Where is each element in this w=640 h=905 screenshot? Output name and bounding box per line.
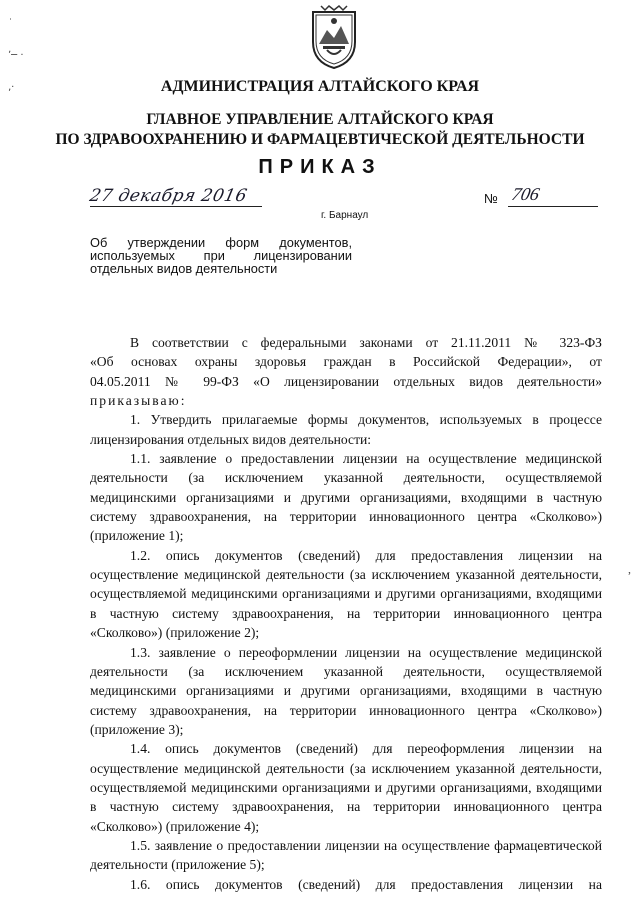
department-title-line2: ПО ЗДРАВООХРАНЕНИЮ И ФАРМАЦЕВТИЧЕСКОЙ ДЕЯТЕЛЬНОСТИ bbox=[55, 131, 585, 148]
margin-mark-right: , bbox=[628, 562, 631, 576]
order-subject bbox=[90, 236, 352, 275]
document-type-heading: ПРИКАЗ bbox=[258, 156, 382, 178]
preamble bbox=[90, 333, 602, 352]
handwritten-date: 27 декабря 2016 bbox=[87, 186, 249, 206]
clause-1-1: 1.1. заявление о предоставлении лицензии на осуществление медицинской деятельности (за исключением указанной деятельности, осуществляемой медицинскими организациями и другими организациями, входящими в частную систему здравоохранения, на территории инновационного центра «Сколково») (приложение 1); bbox=[90, 451, 602, 544]
order-body bbox=[90, 333, 602, 894]
margin-scan-marks: ˙ ʼ─ · ‚· bbox=[8, 18, 24, 93]
order-word: приказываю: bbox=[90, 393, 187, 409]
clause-1: 1. Утвердить прилагаемые формы документов, используемых в процессе лицензирования отдельных видов деятельности: bbox=[90, 412, 602, 447]
subject-line: используемых при лицензировании bbox=[90, 248, 352, 263]
date-underline bbox=[90, 206, 262, 207]
clause-1-5: 1.5. заявление о предоставлении лицензии на осуществление фармацевтической деятельности (приложение 5); bbox=[90, 837, 602, 873]
handwritten-number: 706 bbox=[509, 184, 542, 204]
subject-line: отдельных видов деятельности bbox=[90, 261, 278, 276]
subject-line: Об утверждении форм документов, bbox=[90, 235, 352, 250]
preamble-cont bbox=[90, 352, 602, 410]
department-title bbox=[0, 110, 640, 150]
number-underline bbox=[508, 206, 598, 207]
administration-title: АДМИНИСТРАЦИЯ АЛТАЙСКОГО КРАЯ bbox=[160, 78, 480, 95]
clause-1-2: 1.2. опись документов (сведений) для предоставления лицензии на осуществление медицинской деятельности (за исключением указанной деятельности, осуществляемой медицинскими организациями и другими организациями, входящими в частную систему здравоохранения, на территории инновационного центра «Сколково») (приложение 2); bbox=[90, 547, 602, 641]
clause-1-6: 1.6. опись документов (сведений) для предоставления лицензии на bbox=[130, 876, 602, 892]
coat-of-arms-emblem bbox=[309, 4, 359, 70]
preamble-line: В соответствии с федеральными законами от 21.11.2011 № 323-ФЗ bbox=[130, 335, 602, 350]
department-title-line1: ГЛАВНОЕ УПРАВЛЕНИЕ АЛТАЙСКОГО КРАЯ bbox=[146, 111, 494, 128]
preamble-line: «Об основах охраны здоровья граждан в Российской Федерации», от bbox=[90, 354, 602, 370]
city-label: г. Барнаул bbox=[321, 210, 369, 221]
clause-1-3: 1.3. заявление о переоформлении лицензии на осуществление медицинской деятельности (за исключением указанной деятельности, осуществляемой медицинскими организациями и другими организациями, входящими в частную систему здравоохранения, на территории инновационного центра «Сколково») (приложение 3); bbox=[90, 644, 602, 737]
number-label: № bbox=[484, 191, 498, 206]
preamble-line: 04.05.2011 № 99-ФЗ «О лицензировании отдельных видов деятельности» bbox=[90, 373, 602, 389]
clause-1-4: 1.4. опись документов (сведений) для переоформления лицензии на осуществление медицинской деятельности (за исключением указанной деятельности, осуществляемой медицинскими организациями и другими организациями, входящими в частную систему здравоохранения, на территории инновационного центра «Сколково») (приложение 4); bbox=[90, 741, 602, 834]
